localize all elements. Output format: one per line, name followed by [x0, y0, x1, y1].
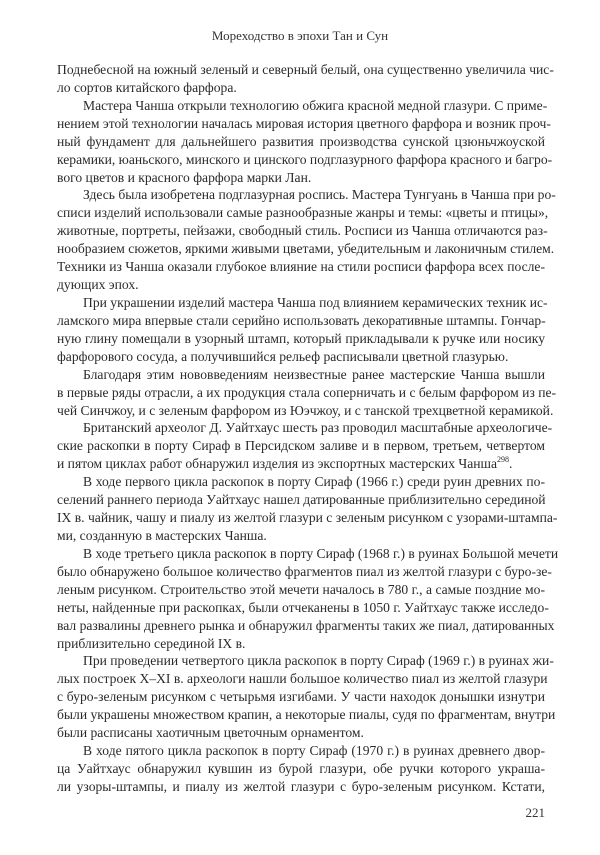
- paragraph: [57, 652, 556, 742]
- page-number: 221: [525, 805, 545, 820]
- text-line: вал развалины древнего рынка и обнаружил фрагменты таких же пиал, датированных: [57, 617, 555, 633]
- text-line: При проведении четвертого цикла раскопок в порту Сираф (1969 г.) в руинах жи-: [83, 653, 554, 669]
- text-line: ный фундамент для дальнейшего развития производства сунской цзюньчжоуской: [57, 133, 545, 149]
- text-line: приблизительно серединой IX в.: [57, 635, 246, 651]
- text-line: IX в. чайник, чашу и пиалу из желтой глазури с зеленым рисунком с узорами-штампа-: [57, 510, 558, 526]
- text-line: были расписаны хаотичным цветочным орнаментом.: [57, 725, 364, 741]
- text-line: Благодаря этим нововведениям неизвестные ранее мастерские Чанша вышли: [83, 366, 545, 382]
- text-line: ми, созданную в мастерских Чанша.: [57, 527, 267, 543]
- paragraph: [57, 294, 548, 366]
- text-line: неты, найденные при раскопках, были отчеканены в 1050 г. Уайтхаус также исследо-: [57, 599, 549, 615]
- text-line: лых построек X–XI в. археологи нашли большое количество пиал из желтой глазури: [57, 671, 548, 687]
- text-line: Мастера Чанша открыли технологию обжига красной медной глазури. С приме-: [83, 97, 548, 113]
- text-line: ли узоры-штампы, и пиалу из желтой глазури с буро-зеленым рисунком. Кстати,: [57, 778, 545, 794]
- text-line: Техники из Чанша оказали глубокое влияние на стили росписи фарфора всех после-: [57, 259, 545, 275]
- text-line: нением этой технологии началась мировая история цветного фарфора и возник проч-: [57, 115, 551, 131]
- text-line: было обнаружено большое количество фрагментов пиал из желтой глазури с буро-зе-: [57, 563, 552, 579]
- text-line: чей Синчжоу, и с зеленым фарфором из Юэчжоу, и с танской трехцветной керамикой.: [57, 402, 554, 418]
- text-line: нообразием сюжетов, яркими живыми цветами, убедительным и лаконичным стилем.: [57, 241, 555, 257]
- paragraph: [57, 61, 554, 97]
- text-line: животные, портреты, пейзажи, свободный стиль. Росписи из Чанша отличаются раз-: [57, 223, 548, 239]
- text-line: селений раннего периода Уайтхаус нашел датированные приблизительно серединой: [57, 492, 546, 508]
- text-line: ную глину помещали в узорный штамп, который прикладывали к ручке или носику: [57, 330, 545, 346]
- text-line: ламского мира впервые стали серийно использовать декоративные штампы. Гончар-: [57, 312, 546, 328]
- text-line: списи изделий использовали самые разнообразные жанры и темы: «цветы и птицы»,: [57, 205, 549, 221]
- body-text: [57, 61, 559, 796]
- text-line: были украшены множеством крапин, а некоторые пиалы, судя по фрагментам, внутри: [57, 707, 556, 723]
- text-line: в первые ряды отрасли, а их продукция стала соперничать и с белым фарфором из пе-: [57, 384, 557, 400]
- paragraph: [57, 97, 553, 187]
- text-line: ские раскопки в порту Сираф в Персидском заливе и в первом, третьем, четвертом: [57, 438, 545, 454]
- paragraph: [57, 473, 558, 545]
- paragraph: [57, 742, 545, 796]
- text-line: При украшении изделий мастера Чанша под влиянием керамических техник ис-: [83, 294, 548, 310]
- paragraph: [57, 186, 556, 294]
- paragraph: [57, 545, 559, 653]
- footnote-reference[interactable]: 298: [497, 455, 510, 465]
- text-line: ца Уайтхаус обнаружил кувшин из бурой глазури, обе ручки которого украша-: [57, 760, 545, 776]
- running-head: Мореходство в эпохи Тан и Сун: [211, 28, 389, 43]
- text-line: ло сортов китайского фарфора.: [57, 79, 237, 95]
- text-line: В ходе пятого цикла раскопок в порту Сираф (1970 г.) в руинах древнего двор-: [83, 743, 545, 759]
- text-line: В ходе третьего цикла раскопок в порту Сираф (1968 г.) в руинах Большой мечети: [83, 545, 559, 561]
- text-line: дующих эпох.: [57, 277, 139, 293]
- text-line: [57, 455, 545, 473]
- text-line: фарфорового сосуда, а получившийся рельеф расписывали цветной глазурью.: [57, 348, 509, 364]
- text-line: с буро-зеленым рисунком с четырьмя изгибами. У части находок донышки изнутри: [57, 689, 545, 705]
- text-line: леным рисунком. Строительство этой мечети началось в 780 г., а самые поздние мо-: [57, 581, 545, 597]
- paragraph: [57, 419, 553, 473]
- paragraph: [57, 366, 557, 420]
- text-line: В ходе первого цикла раскопок в порту Сираф (1966 г.) среди руин древних по-: [83, 474, 545, 490]
- text-line: Здесь была изобретена подглазурная роспись. Мастера Тунгуань в Чанша при ро-: [83, 187, 556, 203]
- text-line: Британский археолог Д. Уайтхаус шесть раз проводил масштабные археологиче-: [83, 420, 553, 436]
- line-text: и пятом циклах работ обнаружил изделия из экспортных мастерских Чанша: [57, 456, 498, 472]
- text-line: керамики, юаньского, минского и цинского подглазурного фарфора красного и багро-: [57, 151, 553, 167]
- text-line: вого цветов и красного фарфора марки Лан.: [57, 169, 312, 185]
- text-line: Поднебесной на южный зеленый и северный белый, она существенно увеличила чис-: [57, 62, 554, 77]
- line-tail: .: [509, 456, 513, 472]
